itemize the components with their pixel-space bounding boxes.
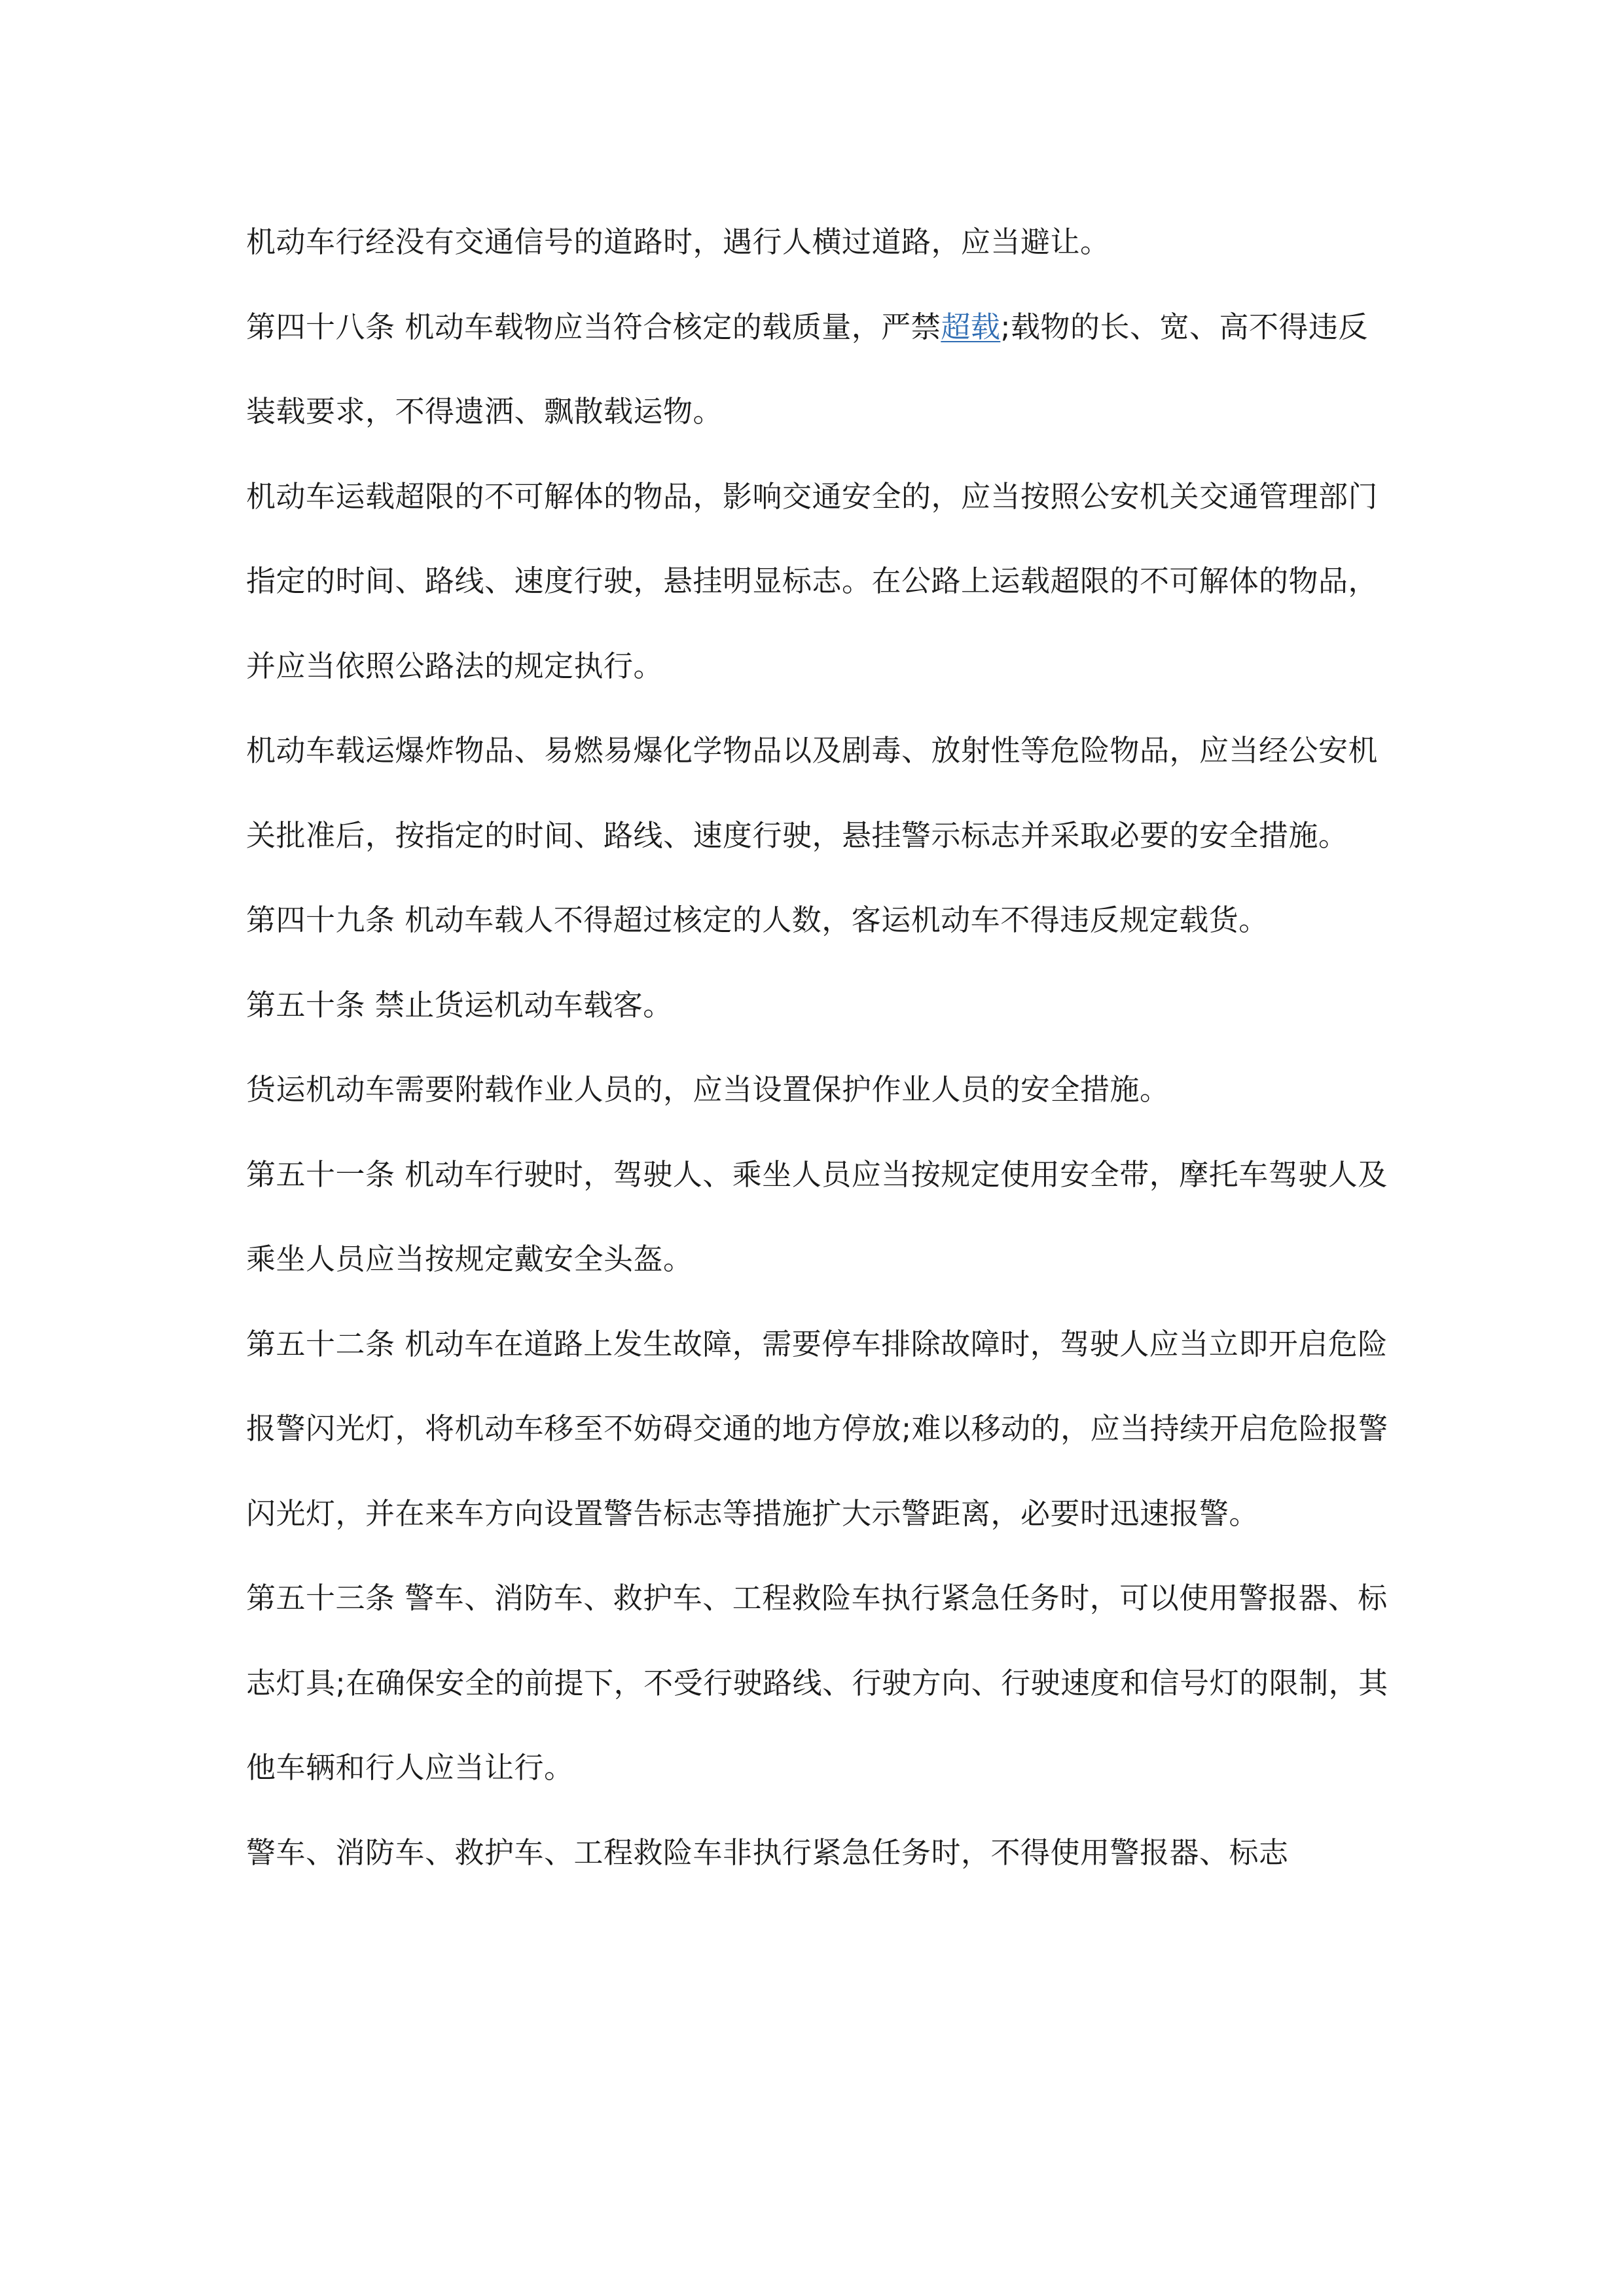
paragraph-text: 机动车行经没有交通信号的道路时，遇行人横过道路，应当避让。 <box>246 224 1110 259</box>
paragraph-text: 第四十八条 机动车载物应当符合核定的载质量，严禁 <box>246 309 941 344</box>
paragraph <box>246 1810 1388 1895</box>
paragraph-text: 第五十三条 警车、消防车、救护车、工程救险车执行紧急任务时，可以使用警报器、标志灯具;在确保安全的前提下，不受行驶路线、行驶方向、行驶速度和信号灯的限制，其他车辆和行人应当让行。 <box>246 1581 1388 1785</box>
paragraph <box>246 454 1388 709</box>
paragraph-text: 第五十条 禁止货运机动车载客。 <box>246 987 673 1022</box>
paragraph <box>246 708 1388 878</box>
paragraph-text: 第五十一条 机动车行驶时，驾驶人、乘坐人员应当按规定使用安全带，摩托车驾驶人及乘坐人员应当按规定戴安全头盔。 <box>246 1157 1388 1276</box>
paragraph-text: ;载物的长、宽、高不得违反装载要求，不得遗洒、飘散载运物。 <box>246 309 1368 429</box>
paragraph-text: 机动车运载超限的不可解体的物品，影响交通安全的，应当按照公安机关交通管理部门指定的时间、路线、速度行驶，悬挂明显标志。在公路上运载超限的不可解体的物品，并应当依照公路法的规定执行。 <box>246 478 1379 683</box>
paragraph <box>246 200 1388 285</box>
paragraph-article-50 <box>246 963 1388 1048</box>
paragraph-article-52 <box>246 1302 1388 1556</box>
overload-link[interactable]: 超载 <box>941 309 1001 344</box>
paragraph-text: 机动车载运爆炸物品、易燃易爆化学物品以及剧毒、放射性等危险物品，应当经公安机关批准后，按指定的时间、路线、速度行驶，悬挂警示标志并采取必要的安全措施。 <box>246 733 1379 853</box>
paragraph-article-51 <box>246 1132 1388 1302</box>
paragraph-article-53 <box>246 1556 1388 1810</box>
paragraph-text: 警车、消防车、救护车、工程救险车非执行紧急任务时，不得使用警报器、标志 <box>246 1835 1289 1870</box>
paragraph-text: 第四十九条 机动车载人不得超过核定的人数，客运机动车不得违反规定载货。 <box>246 903 1269 937</box>
paragraph <box>246 1047 1388 1132</box>
paragraph-article-48 <box>246 285 1388 454</box>
paragraph-article-49 <box>246 878 1388 963</box>
paragraph-text: 货运机动车需要附载作业人员的，应当设置保护作业人员的安全措施。 <box>246 1072 1170 1107</box>
document-body <box>246 200 1388 1895</box>
paragraph-text: 第五十二条 机动车在道路上发生故障，需要停车排除故障时，驾驶人应当立即开启危险报警闪光灯，将机动车移至不妨碍交通的地方停放;难以移动的，应当持续开启危险报警闪光灯，并在来车方向设置警告标志等措施扩大示警距离，必要时迅速报警。 <box>246 1326 1388 1531</box>
